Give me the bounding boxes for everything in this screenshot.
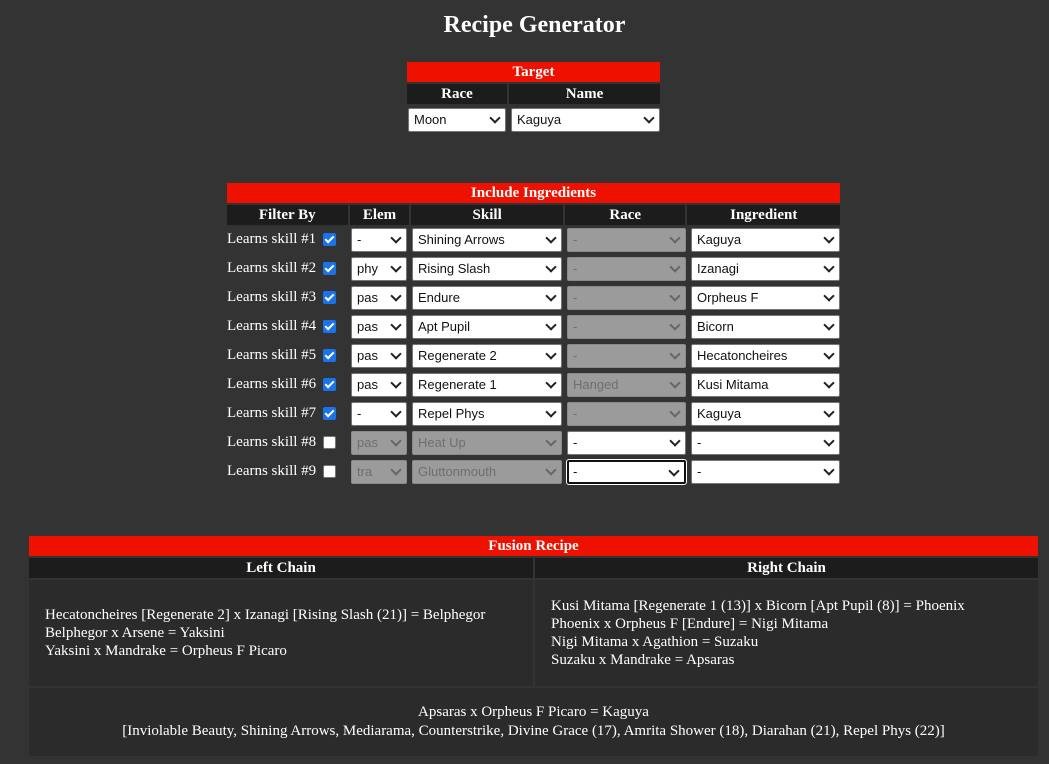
target-name-header: Name xyxy=(509,84,660,104)
elem-select[interactable]: pas xyxy=(351,431,407,455)
skill-filter-label: Learns skill #3 xyxy=(227,289,317,305)
elem-select[interactable]: pas xyxy=(351,344,407,368)
target-heading: Target xyxy=(407,62,660,82)
ingredient-select[interactable]: Kusi Mitama xyxy=(691,373,840,397)
elem-select[interactable]: pas xyxy=(351,315,407,339)
elem-header: Elem xyxy=(350,205,410,225)
ingredients-heading: Include Ingredients xyxy=(227,183,840,203)
final-fusion-result: Apsaras x Orpheus F Picaro = Kaguya xyxy=(418,704,649,720)
skill-select[interactable]: Rising Slash xyxy=(412,257,562,281)
skill-filter-label: Learns skill #9 xyxy=(227,463,317,479)
skill-select[interactable]: Regenerate 2 xyxy=(412,344,562,368)
ingredient-row xyxy=(227,312,840,341)
right-chain xyxy=(535,580,1038,686)
ingredient-select[interactable]: Bicorn xyxy=(691,315,840,339)
fusion-recipe-table xyxy=(29,536,1038,756)
ingredient-select[interactable]: Hecatoncheires xyxy=(691,344,840,368)
race-select[interactable]: - xyxy=(567,460,686,484)
race-header: Race xyxy=(565,205,686,225)
filter-cell xyxy=(227,318,348,335)
skill-filter-checkbox[interactable] xyxy=(323,349,336,362)
filter-cell xyxy=(227,434,348,451)
skill-select[interactable]: Shining Arrows xyxy=(412,228,562,252)
fusion-step: Kusi Mitama [Regenerate 1 (13)] x Bicorn [Apt Pupil (8)] = Phoenix xyxy=(551,598,965,614)
filter-cell xyxy=(227,260,348,277)
skill-filter-checkbox[interactable] xyxy=(323,465,336,478)
skill-filter-label: Learns skill #4 xyxy=(227,318,317,334)
fusion-step: Suzaku x Mandrake = Apsaras xyxy=(551,652,735,668)
skill-filter-checkbox[interactable] xyxy=(323,436,336,449)
filter-cell xyxy=(227,463,348,480)
ingredients-table xyxy=(227,183,840,486)
race-select[interactable]: - xyxy=(567,431,686,455)
skill-filter-label: Learns skill #1 xyxy=(227,231,317,247)
fusion-step: Hecatoncheires [Regenerate 2] x Izanagi [Rising Slash (21)] = Belphegor xyxy=(45,607,486,623)
race-select[interactable]: - xyxy=(567,228,686,252)
race-select[interactable]: - xyxy=(567,402,686,426)
race-select[interactable]: Hanged xyxy=(567,373,686,397)
skill-filter-label: Learns skill #5 xyxy=(227,347,317,363)
ingredient-select[interactable]: Izanagi xyxy=(691,257,840,281)
target-race-select[interactable]: Moon xyxy=(408,108,506,132)
left-chain-header: Left Chain xyxy=(29,558,533,578)
ingredient-select[interactable]: Kaguya xyxy=(691,228,840,252)
filter-by-header: Filter By xyxy=(227,205,348,225)
ingredient-row xyxy=(227,370,840,399)
ingredient-row xyxy=(227,225,840,254)
skill-filter-label: Learns skill #2 xyxy=(227,260,317,276)
fusion-step: Yaksini x Mandrake = Orpheus F Picaro xyxy=(45,643,287,659)
final-fusion xyxy=(29,688,1038,756)
skill-header: Skill xyxy=(411,205,563,225)
ingredient-rows xyxy=(227,225,840,486)
ingredient-select[interactable]: - xyxy=(691,460,840,484)
left-chain xyxy=(29,580,533,686)
ingredient-row xyxy=(227,254,840,283)
skill-filter-label: Learns skill #6 xyxy=(227,376,317,392)
race-select[interactable]: - xyxy=(567,344,686,368)
ingredient-row xyxy=(227,341,840,370)
race-select[interactable]: - xyxy=(567,315,686,339)
elem-select[interactable]: pas xyxy=(351,286,407,310)
fusion-step: Phoenix x Orpheus F [Endure] = Nigi Mitama xyxy=(551,616,829,632)
ingredient-select[interactable]: Kaguya xyxy=(691,402,840,426)
ingredient-select[interactable]: Orpheus F xyxy=(691,286,840,310)
skill-select[interactable]: Repel Phys xyxy=(412,402,562,426)
skill-select[interactable]: Heat Up xyxy=(412,431,562,455)
ingredient-row xyxy=(227,399,840,428)
ingredient-row xyxy=(227,283,840,312)
skill-select[interactable]: Endure xyxy=(412,286,562,310)
fusion-step: Belphegor x Arsene = Yaksini xyxy=(45,625,225,641)
filter-cell xyxy=(227,405,348,422)
ingredient-row xyxy=(227,457,840,486)
ingredient-header: Ingredient xyxy=(687,205,840,225)
race-select[interactable]: - xyxy=(567,257,686,281)
skill-filter-checkbox[interactable] xyxy=(323,233,336,246)
skill-filter-label: Learns skill #8 xyxy=(227,434,317,450)
right-chain-header: Right Chain xyxy=(535,558,1038,578)
skill-filter-checkbox[interactable] xyxy=(323,320,336,333)
filter-cell xyxy=(227,347,348,364)
filter-cell xyxy=(227,289,348,306)
elem-select[interactable]: tra xyxy=(351,460,407,484)
race-select[interactable]: - xyxy=(567,286,686,310)
fusion-heading: Fusion Recipe xyxy=(29,536,1038,556)
skill-select[interactable]: Regenerate 1 xyxy=(412,373,562,397)
target-table xyxy=(407,62,660,132)
filter-cell xyxy=(227,376,348,393)
ingredient-row xyxy=(227,428,840,457)
target-race-header: Race xyxy=(407,84,507,104)
skill-filter-checkbox[interactable] xyxy=(323,407,336,420)
page-title: Recipe Generator xyxy=(443,12,626,38)
skill-filter-checkbox[interactable] xyxy=(323,262,336,275)
skill-select[interactable]: Apt Pupil xyxy=(412,315,562,339)
elem-select[interactable]: pas xyxy=(351,373,407,397)
ingredient-select[interactable]: - xyxy=(691,431,840,455)
elem-select[interactable]: - xyxy=(351,402,407,426)
skill-filter-checkbox[interactable] xyxy=(323,291,336,304)
skill-filter-checkbox[interactable] xyxy=(323,378,336,391)
final-fusion-skills: [Inviolable Beauty, Shining Arrows, Mediarama, Counterstrike, Divine Grace (17), Amrita Shower (18), Diarahan (21), Repel Phys (22)] xyxy=(122,723,945,739)
skill-select[interactable]: Gluttonmouth xyxy=(412,460,562,484)
target-name-select[interactable]: Kaguya xyxy=(511,108,660,132)
filter-cell xyxy=(227,231,348,248)
fusion-step: Nigi Mitama x Agathion = Suzaku xyxy=(551,634,759,650)
elem-select[interactable]: phy xyxy=(351,257,407,281)
elem-select[interactable]: - xyxy=(351,228,407,252)
skill-filter-label: Learns skill #7 xyxy=(227,405,317,421)
